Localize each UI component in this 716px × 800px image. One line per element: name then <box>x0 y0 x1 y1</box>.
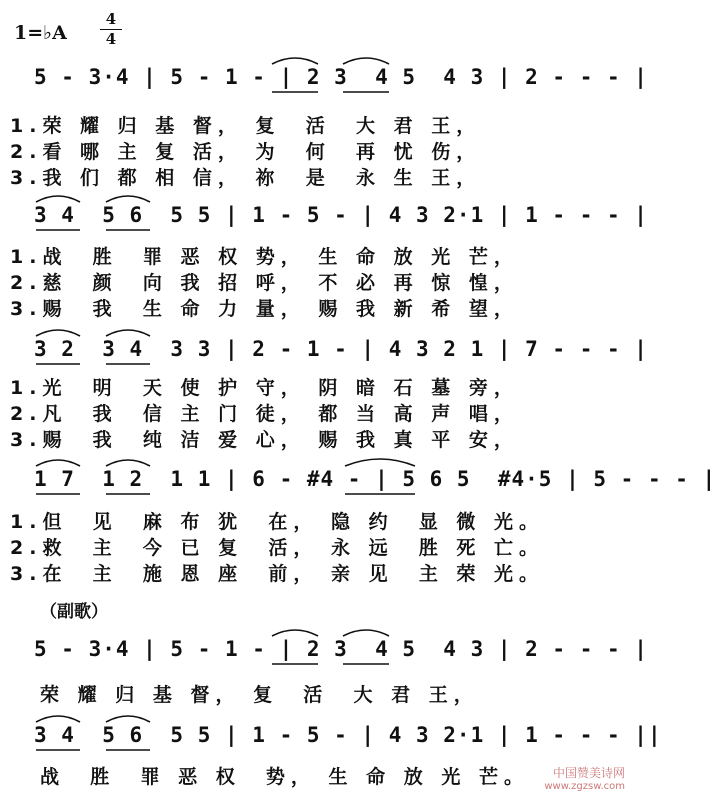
slur-arc <box>345 459 415 466</box>
lyric-line-2-verse-2: 2.慈 颜 向 我 招 呼， 不 必 再 惊 惶， <box>10 272 519 294</box>
lyric-line-3-verse-3: 3.赐 我 纯 洁 爱 心， 赐 我 真 平 安， <box>10 429 519 451</box>
chorus-label: （副歌） <box>40 602 108 622</box>
time-signature-top: 4 <box>105 10 117 28</box>
lyric-line-1-verse-1: 1.荣 耀 归 基 督， 复 活 大 君 王， <box>10 115 482 137</box>
notation-line-3: 3 2 3 4 3 3 | 2 - 1 - | 4 3 2 1 | 7 - - - | <box>34 337 648 361</box>
lyric-line-4-verse-1: 1.但 见 麻 布 犹 在， 隐 约 显 微 光。 <box>10 511 545 533</box>
lyric-line-4-verse-3: 3.在 主 施 恩 座 前， 亲 见 主 荣 光。 <box>10 563 545 585</box>
notation-line-4: 1 7 1 2 1 1 | 6 - #4 - | 5 6 5 #4·5 | 5 - - - | <box>34 467 716 491</box>
time-signature-bottom: 4 <box>100 29 122 48</box>
chorus-lyric-line-2: 战 胜 罪 恶 权 势， 生 命 放 光 芒。 <box>40 766 529 788</box>
chorus-notation-line-1: 5 - 3·4 | 5 - 1 - | 2 3 4 5 4 3 | 2 - - - | <box>34 637 648 661</box>
lyric-line-3-verse-1: 1.光 明 天 使 护 守， 阴 暗 石 墓 旁， <box>10 377 519 399</box>
lyric-line-1-verse-3: 3.我 们 都 相 信， 祢 是 永 生 王， <box>10 167 482 189</box>
key-signature: 1=♭A <box>14 22 67 44</box>
notation-line-1: 5 - 3·4 | 5 - 1 - | 2 3 4 5 4 3 | 2 - - - | <box>34 65 648 89</box>
chorus-notation-line-2: 3 4 5 6 5 5 | 1 - 5 - | 4 3 2·1 | 1 - - - || <box>34 723 662 747</box>
watermark-url: www.zgzsw.com <box>544 781 625 792</box>
watermark-text: 中国赞美诗网 <box>552 766 625 780</box>
time-signature <box>100 10 122 49</box>
lyric-line-2-verse-1: 1.战 胜 罪 恶 权 势， 生 命 放 光 芒， <box>10 246 519 268</box>
chorus-lyric-line-1: 荣 耀 归 基 督， 复 活 大 君 王， <box>40 684 479 706</box>
lyric-line-1-verse-2: 2.看 哪 主 复 活， 为 何 再 忧 伤， <box>10 141 482 163</box>
lyric-line-3-verse-2: 2.凡 我 信 主 门 徒， 都 当 高 声 唱， <box>10 403 519 425</box>
lyric-line-2-verse-3: 3.赐 我 生 命 力 量， 赐 我 新 希 望， <box>10 298 519 320</box>
lyric-line-4-verse-2: 2.救 主 今 已 复 活， 永 远 胜 死 亡。 <box>10 537 545 559</box>
notation-line-2: 3 4 5 6 5 5 | 1 - 5 - | 4 3 2·1 | 1 - - - | <box>34 203 648 227</box>
site-watermark <box>544 766 625 794</box>
